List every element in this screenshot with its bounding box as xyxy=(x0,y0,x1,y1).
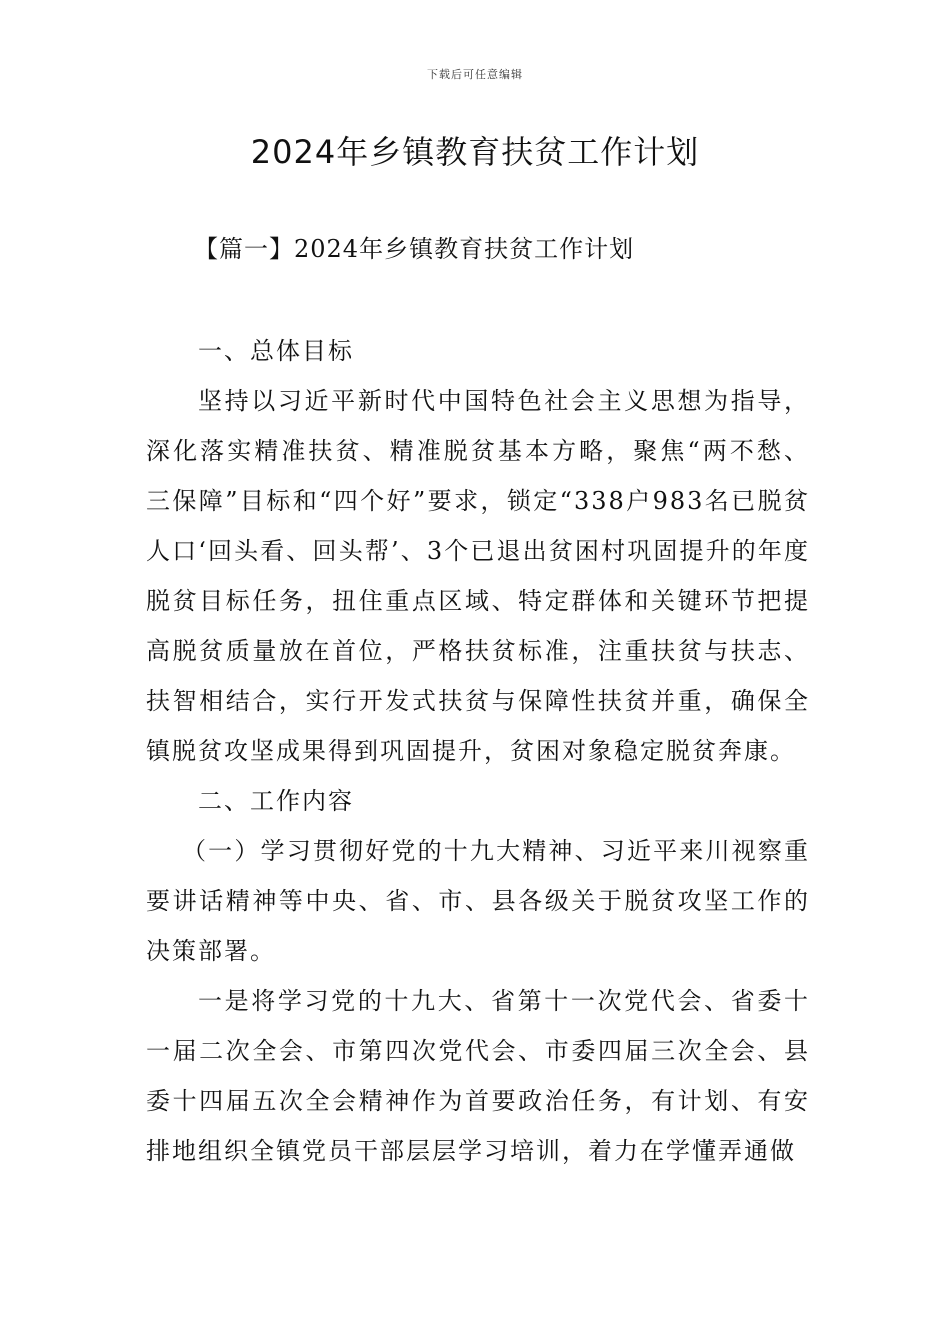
section-heading: 一、总体目标 xyxy=(198,337,354,365)
subsection-heading: （一）学习贯彻好党的十九大精神、习近平来川视察重要讲话精神等中央、省、市、县各级关于脱贫攻坚工作的决策部署。 xyxy=(146,837,810,965)
paragraph: 一是将学习党的十九大、省第十一次党代会、省委十一届二次全会、市第四次党代会、市委四届三次全会、县委十四届五次全会精神作为首要政治任务，有计划、有安排地组织全镇党员干部层层学习培训，着力在学懂弄通做 xyxy=(146,987,810,1165)
document-subtitle: 【篇一】2024年乡镇教育扶贫工作计划 xyxy=(194,235,635,263)
section-heading: 二、工作内容 xyxy=(198,787,354,815)
header-note: 下载后可任意编辑 xyxy=(427,68,523,81)
document-title: 2024年乡镇教育扶贫工作计划 xyxy=(250,133,700,171)
paragraph: 坚持以习近平新时代中国特色社会主义思想为指导，深化落实精准扶贫、精准脱贫基本方略，聚焦“两不愁、三保障”目标和“四个好”要求，锁定“338户983名已脱贫人口‘回头看、回头帮’、3个已退出贫困村巩固提升的年度脱贫目标任务，扭住重点区域、特定群体和关键环节把提高脱贫质量放在首位，严格扶贫标准，注重扶贫与扶志、扶智相结合，实行开发式扶贫与保障性扶贫并重，确保全镇脱贫攻坚成果得到巩固提升，贫困对象稳定脱贫奔康。 xyxy=(146,387,810,765)
document-body xyxy=(146,326,810,1176)
